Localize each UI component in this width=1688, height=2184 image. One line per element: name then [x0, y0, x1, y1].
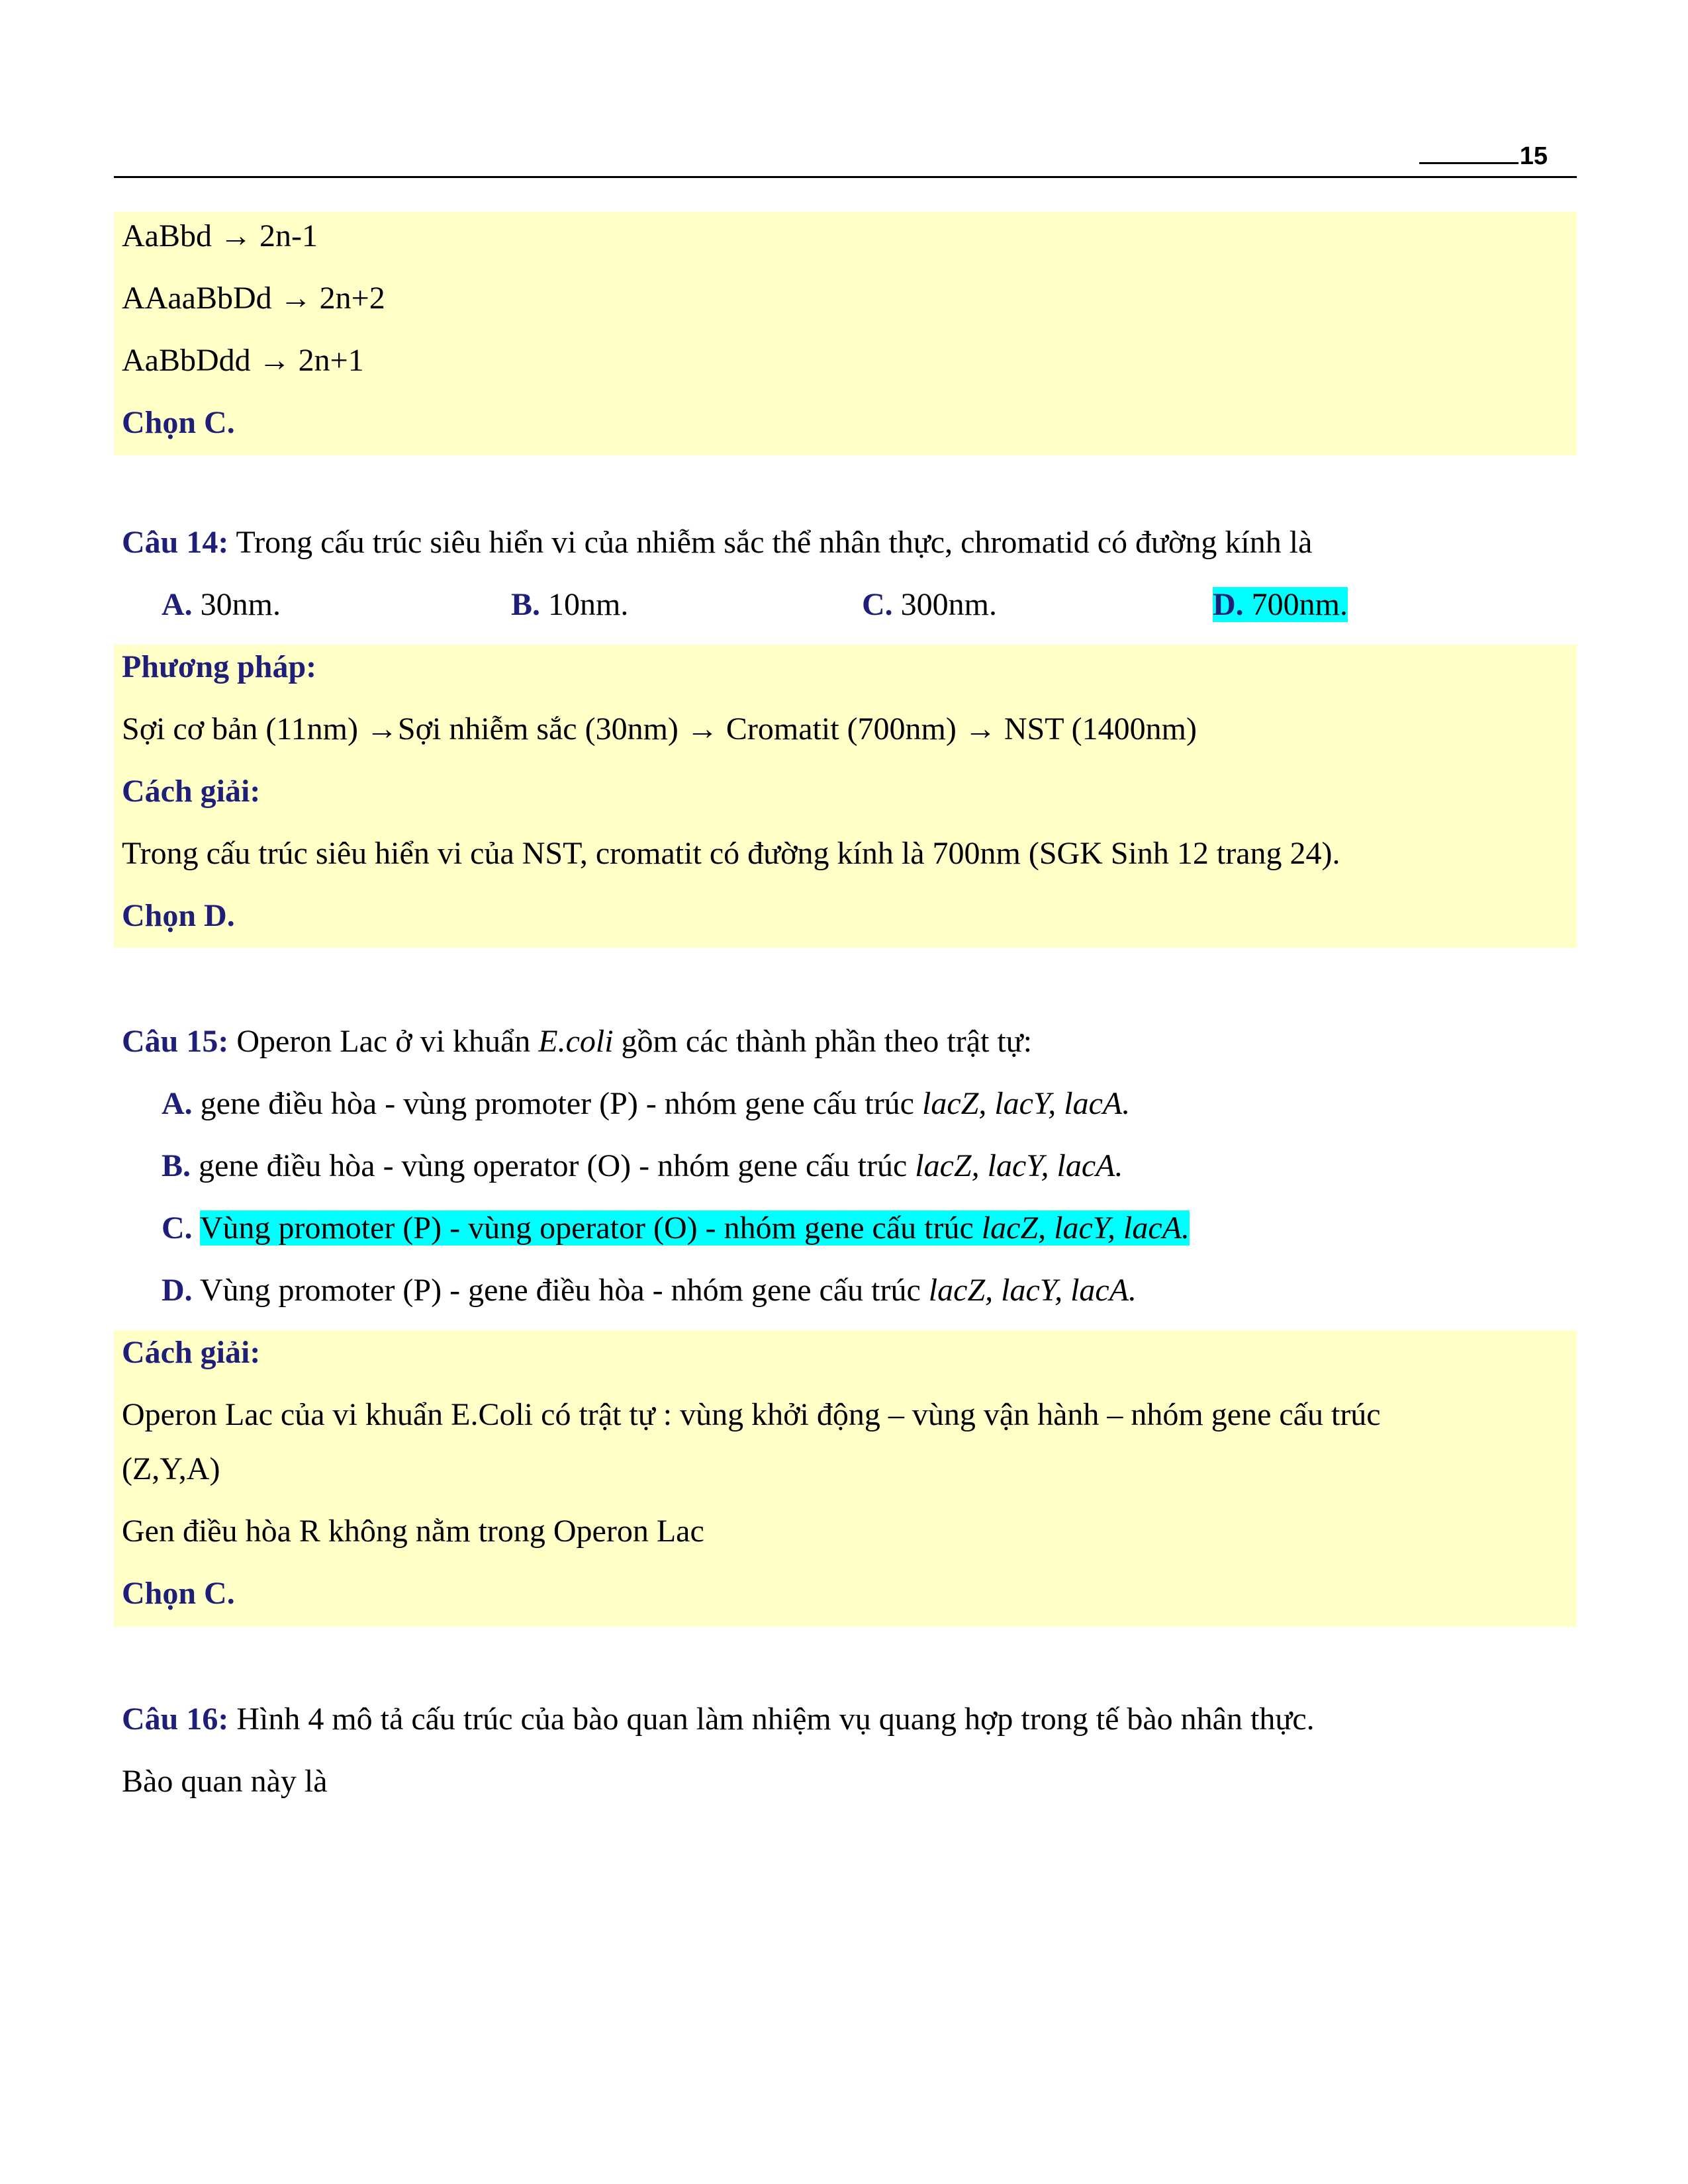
prev-solution-line-3: AaBbDdd → 2n+1 [122, 343, 364, 378]
q16-question [122, 1700, 1315, 1739]
q14-option-b: B. 10nm. [511, 587, 629, 622]
q14-label: Câu 14: [122, 525, 229, 560]
q14-choice: Chọn D. [122, 898, 235, 933]
q15-option-d: D. Vùng promoter (P) - gene điều hòa - nhóm gene cấu trúc lacZ, lacY, lacA. [162, 1273, 1137, 1308]
q14-method-text: Sợi cơ bản (11nm) →Sợi nhiễm sắc (30nm) → Cromatit (700nm) → NST (1400nm) [122, 711, 1197, 747]
q15-option-a: A. gene điều hòa - vùng promoter (P) - nhóm gene cấu trúc lacZ, lacY, lacA. [162, 1086, 1131, 1121]
q15-option-c: C. Vùng promoter (P) - vùng operator (O) - nhóm gene cấu trúc lacZ, lacY, lacA. [162, 1210, 1190, 1246]
q15-solution-heading: Cách giải: [122, 1335, 261, 1370]
q14-text: Trong cấu trúc siêu hiển vi của nhiễm sắc thể nhân thực, chromatid có đường kính là [236, 525, 1313, 560]
prev-solution-line-1: AaBbd → 2n-1 [122, 218, 318, 253]
q15-solution-line-2: (Z,Y,A) [122, 1451, 220, 1486]
page-header [114, 132, 1577, 178]
q15-solution-line-3: Gen điều hòa R không nằm trong Operon Lac [122, 1514, 704, 1549]
prev-solution-choice: Chọn C. [122, 405, 235, 440]
prev-solution-block [114, 212, 1577, 455]
q14-option-a: A. 30nm. [162, 587, 281, 622]
q14-question [122, 523, 1312, 563]
q15-solution-block [114, 1330, 1577, 1627]
header-underline [1419, 162, 1519, 164]
q16-text: Hình 4 mô tả cấu trúc của bào quan làm nhiệm vụ quang hợp trong tế bào nhân thực. [236, 1702, 1315, 1737]
q14-correct-highlight: D. 700nm. [1213, 587, 1348, 622]
q14-option-c: C. 300nm. [862, 587, 998, 622]
q14-solution-block [114, 645, 1577, 948]
q14-solution-heading: Cách giải: [122, 774, 261, 809]
q14-solution-text: Trong cấu trúc siêu hiển vi của NST, cromatit có đường kính là 700nm (SGK Sinh 12 trang 24). [122, 836, 1340, 871]
q15-solution-line-1: Operon Lac của vi khuẩn E.Coli có trật tự : vùng khởi động – vùng vận hành – nhóm gene cấu trúc [122, 1397, 1381, 1432]
page-number: 15 [1419, 142, 1548, 171]
q15-question: Câu 15: Operon Lac ở vi khuẩn E.coli gồm các thành phần theo trật tự: [122, 1024, 1033, 1059]
q15-option-b: B. gene điều hòa - vùng operator (O) - nhóm gene cấu trúc lacZ, lacY, lacA. [162, 1148, 1123, 1183]
q15-label: Câu 15: [122, 1024, 229, 1059]
q16-label: Câu 16: [122, 1702, 229, 1737]
q16-text-2: Bào quan này là [122, 1764, 328, 1799]
q14-method-heading: Phương pháp: [122, 649, 317, 684]
prev-solution-line-2: AAaaBbDd → 2n+2 [122, 281, 385, 316]
q15-choice: Chọn C. [122, 1576, 235, 1611]
q15-correct-highlight: Vùng promoter (P) - vùng operator (O) - nhóm gene cấu trúc lacZ, lacY, lacA. [199, 1210, 1190, 1246]
q14-option-d [1213, 585, 1348, 625]
